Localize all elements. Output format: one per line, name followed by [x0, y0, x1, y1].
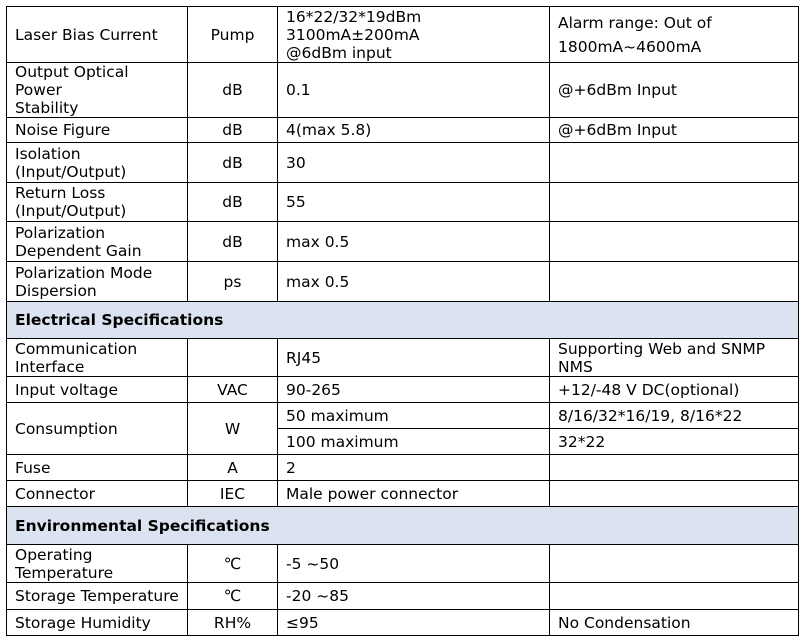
value-cell: 50 maximum	[278, 403, 550, 429]
table-row	[7, 583, 799, 610]
value-cell: RJ45	[278, 339, 550, 377]
note-cell	[550, 183, 799, 222]
value-cell: Male power connector	[278, 481, 550, 507]
unit-cell: RH%	[188, 610, 278, 636]
value-cell: 30	[278, 143, 550, 183]
table-row	[7, 339, 799, 377]
unit-cell: ps	[188, 262, 278, 302]
table-row	[7, 222, 799, 262]
value-cell: 0.1	[278, 63, 550, 118]
table-row	[7, 403, 799, 429]
unit-cell: dB	[188, 222, 278, 262]
unit-cell: Pump	[188, 7, 278, 63]
value-cell: 2	[278, 455, 550, 481]
section-title-environmental: Environmental Specifications	[7, 507, 799, 545]
unit-cell: VAC	[188, 377, 278, 403]
table-row	[7, 377, 799, 403]
note-cell	[550, 143, 799, 183]
note-cell: Alarm range: Out of 1800mA~4600mA	[550, 7, 799, 63]
note-cell	[550, 222, 799, 262]
value-cell: 90-265	[278, 377, 550, 403]
param-cell: Polarization Mode Dispersion	[7, 262, 188, 302]
note-cell: 8/16/32*16/19, 8/16*22	[550, 403, 799, 429]
table-row	[7, 183, 799, 222]
value-cell: max 0.5	[278, 222, 550, 262]
param-cell: Polarization Dependent Gain	[7, 222, 188, 262]
note-cell: +12/-48 V DC(optional)	[550, 377, 799, 403]
unit-cell	[188, 339, 278, 377]
table-row	[7, 143, 799, 183]
unit-cell: W	[188, 403, 278, 455]
value-cell: 16*22/32*19dBm 3100mA±200mA @6dBm input	[278, 7, 550, 63]
table-row	[7, 545, 799, 583]
note-cell: 32*22	[550, 429, 799, 455]
note-cell	[550, 481, 799, 507]
unit-cell: ℃	[188, 583, 278, 610]
param-cell: Storage Temperature	[7, 583, 188, 610]
unit-cell: ℃	[188, 545, 278, 583]
table-row	[7, 63, 799, 118]
table-row	[7, 455, 799, 481]
section-header-row	[7, 507, 799, 545]
section-header-row	[7, 302, 799, 339]
environmental-section	[7, 507, 799, 636]
note-cell: No Condensation	[550, 610, 799, 636]
section-title-electrical: Electrical Specifications	[7, 302, 799, 339]
unit-cell: dB	[188, 143, 278, 183]
param-cell: Isolation (Input/Output)	[7, 143, 188, 183]
value-cell: 55	[278, 183, 550, 222]
value-cell: -5 ~50	[278, 545, 550, 583]
note-cell: Supporting Web and SNMP NMS	[550, 339, 799, 377]
value-cell: ≤95	[278, 610, 550, 636]
note-cell	[550, 545, 799, 583]
unit-cell: dB	[188, 118, 278, 143]
table-row	[7, 262, 799, 302]
value-cell: 100 maximum	[278, 429, 550, 455]
param-cell: Connector	[7, 481, 188, 507]
optical-rows	[7, 7, 799, 302]
table-row	[7, 481, 799, 507]
note-cell	[550, 583, 799, 610]
unit-cell: dB	[188, 63, 278, 118]
param-cell: Consumption	[7, 403, 188, 455]
param-cell: Return Loss (Input/Output)	[7, 183, 188, 222]
note-cell	[550, 262, 799, 302]
unit-cell: dB	[188, 183, 278, 222]
param-cell: Fuse	[7, 455, 188, 481]
unit-cell: IEC	[188, 481, 278, 507]
table-row	[7, 118, 799, 143]
value-cell: 4(max 5.8)	[278, 118, 550, 143]
note-cell: @+6dBm Input	[550, 63, 799, 118]
param-cell: Operating Temperature	[7, 545, 188, 583]
unit-cell: A	[188, 455, 278, 481]
param-cell: Noise Figure	[7, 118, 188, 143]
note-cell: @+6dBm Input	[550, 118, 799, 143]
electrical-section	[7, 302, 799, 507]
param-cell: Communication Interface	[7, 339, 188, 377]
value-cell: max 0.5	[278, 262, 550, 302]
param-cell: Input voltage	[7, 377, 188, 403]
value-cell: -20 ~85	[278, 583, 550, 610]
note-cell	[550, 455, 799, 481]
param-cell: Output Optical Power Stability	[7, 63, 188, 118]
param-cell: Storage Humidity	[7, 610, 188, 636]
table-row	[7, 7, 799, 63]
spec-table	[6, 6, 799, 636]
param-cell: Laser Bias Current	[7, 7, 188, 63]
